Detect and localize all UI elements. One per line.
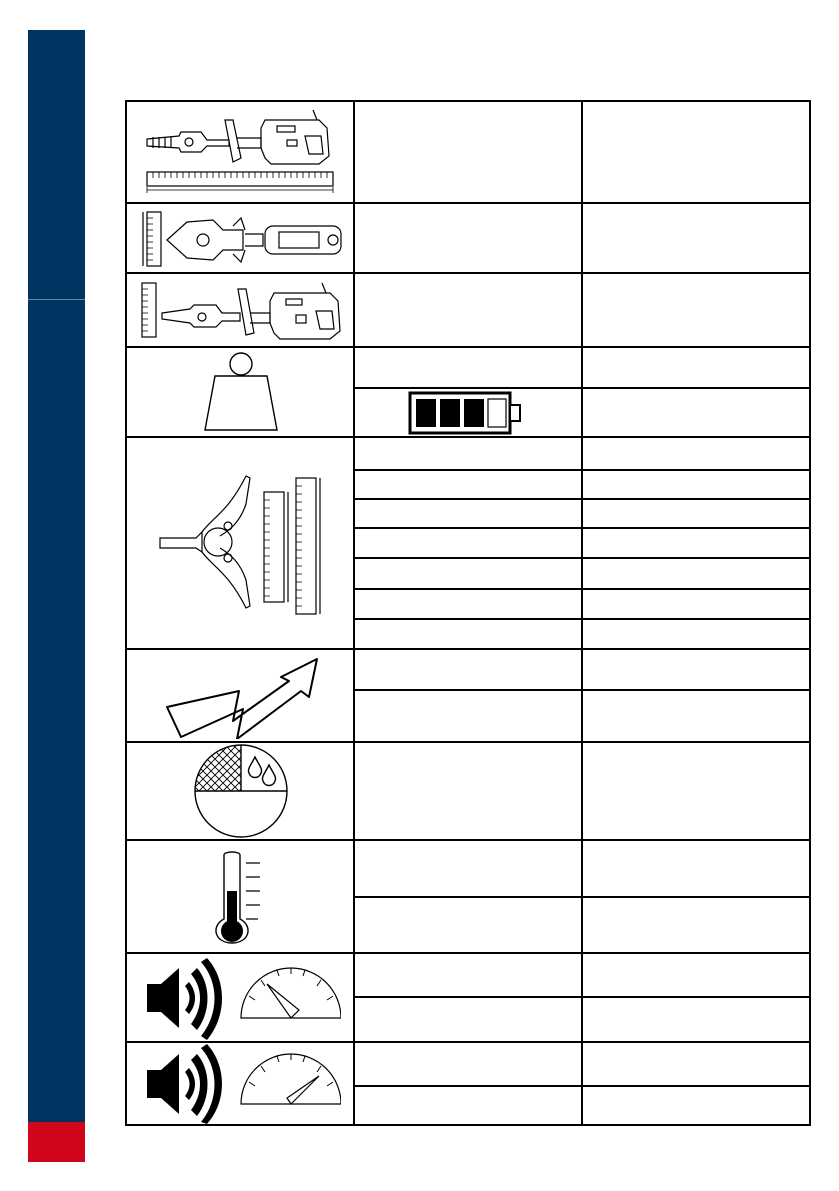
column-divider	[353, 100, 355, 1126]
row-divider	[353, 498, 811, 500]
row-divider	[353, 1085, 811, 1087]
row-divider	[125, 839, 811, 841]
row-divider	[353, 387, 811, 389]
row-divider	[125, 436, 811, 438]
row-divider	[125, 346, 811, 348]
row-divider	[353, 996, 811, 998]
row-divider	[125, 1041, 811, 1043]
row-divider	[353, 527, 811, 529]
row-divider	[125, 202, 811, 204]
row-divider	[125, 648, 811, 650]
page-sidebar	[28, 30, 85, 1162]
row-divider	[353, 689, 811, 691]
table-border	[125, 100, 811, 1126]
column-divider	[581, 100, 583, 1126]
row-divider	[125, 952, 811, 954]
sidebar-divider	[28, 299, 85, 300]
row-divider	[125, 741, 811, 743]
row-divider	[353, 469, 811, 471]
row-divider	[353, 896, 811, 898]
sidebar-accent-block	[28, 1122, 85, 1162]
row-divider	[125, 272, 811, 274]
spec-table	[125, 100, 811, 1126]
row-divider	[353, 557, 811, 559]
row-divider	[353, 588, 811, 590]
row-divider	[353, 618, 811, 620]
